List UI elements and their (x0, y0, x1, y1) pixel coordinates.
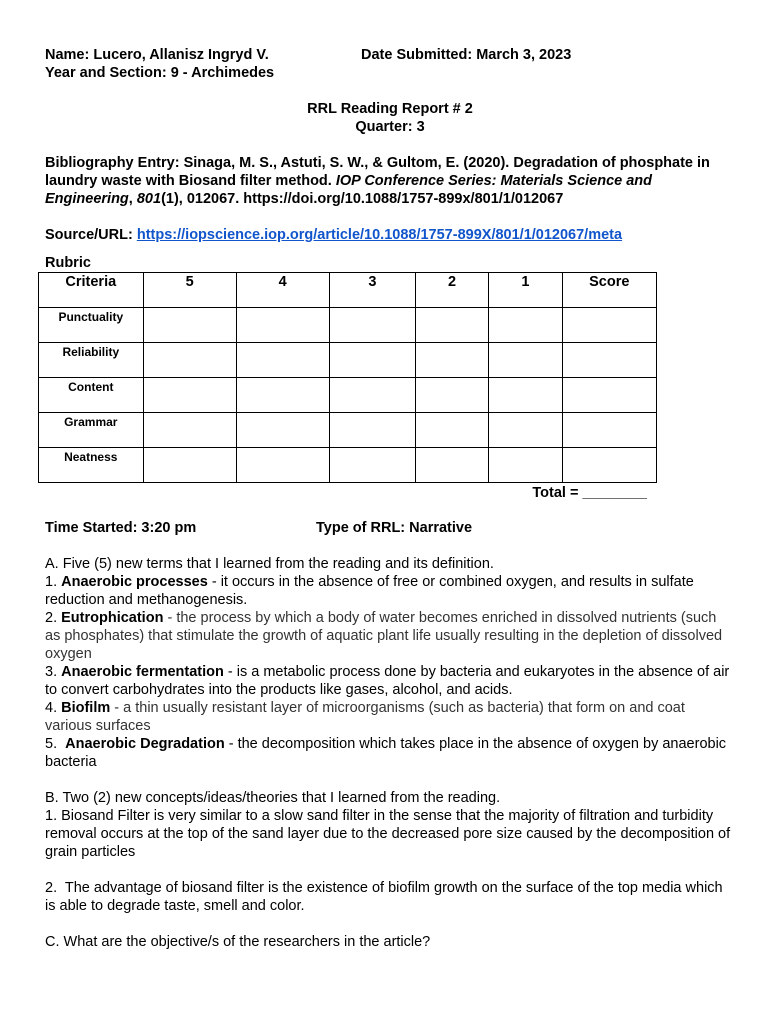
source-link[interactable]: https://iopscience.iop.org/article/10.1088/1757-899X/801/1/012067/meta (136, 227, 623, 243)
rubric-header-row (39, 273, 657, 308)
score-cell (329, 378, 415, 413)
score-cell (329, 343, 415, 378)
score-cell (236, 378, 329, 413)
table-row (39, 378, 657, 413)
bibliography-sep: , (128, 191, 137, 207)
source-label: Source/URL: (45, 227, 137, 243)
section-a-heading: A. Five (5) new terms that I learned from the reading and its definition. (45, 556, 494, 572)
list-item (45, 735, 735, 771)
bibliography-volume: 801 (136, 191, 162, 207)
score-cell (143, 413, 236, 448)
score-cell (415, 308, 488, 343)
rubric-total: Total = ________ (532, 485, 647, 501)
rubric-table (38, 272, 657, 483)
score-cell (236, 308, 329, 343)
header-score: Score (562, 273, 656, 308)
score-cell (415, 378, 488, 413)
score-cell (562, 413, 656, 448)
term-definition: - is a metabolic process done by bacteria and eukaryotes in the absence of air to convert carbohydrates into the products like gases, alcohol, and acids. (45, 664, 730, 698)
score-cell (143, 378, 236, 413)
bibliography-rest: (1), 012067. https://doi.org/10.1088/1757-899x/801/1/012067 (161, 191, 564, 207)
score-cell (415, 448, 488, 483)
term-number: 5. (45, 736, 66, 752)
term-name: Anaerobic processes (61, 574, 208, 590)
score-cell (489, 308, 562, 343)
table-row (39, 413, 657, 448)
score-cell (236, 448, 329, 483)
score-cell (489, 448, 562, 483)
header-2: 2 (415, 273, 488, 308)
term-number: 4. (45, 700, 62, 716)
term-definition: - it occurs in the absence of free or combined oxygen, and results in sulfate reduction and methanogenesis. (45, 574, 694, 608)
student-name: Name: Lucero, Allanisz Ingryd V. (45, 47, 269, 63)
score-cell (329, 308, 415, 343)
header-3: 3 (329, 273, 415, 308)
section-c-heading: C. What are the objective/s of the researchers in the article? (45, 934, 431, 950)
list-item (45, 663, 735, 699)
score-cell (329, 448, 415, 483)
bibliography-entry (45, 154, 735, 208)
term-name: Anaerobic fermentation (61, 664, 224, 680)
date-submitted: Date Submitted: March 3, 2023 (361, 47, 572, 63)
criteria-punctuality: Punctuality (39, 308, 144, 343)
score-cell (562, 343, 656, 378)
score-cell (236, 413, 329, 448)
score-cell (562, 378, 656, 413)
score-cell (415, 343, 488, 378)
table-row (39, 343, 657, 378)
score-cell (143, 448, 236, 483)
term-definition: - the process by which a body of water becomes enriched in dissolved nutrients (such as phosphates) that stimulate the growth of aquatic plant life usually resulting in the depletion of dissolved oxygen (45, 610, 723, 662)
bibliography-text: Bibliography Entry: Sinaga, M. S., Astuti, S. W., & Gultom, E. (2020). Degradation of phosphate in laundry waste with Biosand filter method. (45, 155, 710, 189)
score-cell (562, 448, 656, 483)
source-url (45, 226, 735, 244)
header-row (45, 46, 735, 64)
term-name: Anaerobic Degradation (65, 736, 225, 752)
score-cell (489, 343, 562, 378)
header-1: 1 (489, 273, 562, 308)
document-page (45, 46, 735, 951)
list-item (45, 573, 735, 609)
meta-row (45, 519, 735, 537)
year-section: Year and Section: 9 - Archimedes (45, 65, 275, 81)
list-item: 2. The advantage of biosand filter is the existence of biofilm growth on the surface of the top media which is able to degrade taste, smell and color. (45, 880, 727, 914)
report-title: RRL Reading Report # 2 (307, 101, 473, 117)
score-cell (489, 378, 562, 413)
criteria-content: Content (39, 378, 144, 413)
score-cell (489, 413, 562, 448)
list-item: 1. Biosand Filter is very similar to a slow sand filter in the sense that the majority of filtration and turbidity removal occurs at the top of the sand layer due to the decreased pore size caused by the decomposition of grain particles (45, 808, 731, 860)
term-number: 3. (45, 664, 62, 680)
header-5: 5 (143, 273, 236, 308)
header-criteria: Criteria (39, 273, 144, 308)
term-number: 1. (45, 574, 62, 590)
term-definition: - the decomposition which takes place in the absence of oxygen by anaerobic bacteria (45, 736, 727, 770)
score-cell (236, 343, 329, 378)
term-name: Biofilm (61, 700, 111, 716)
criteria-reliability: Reliability (39, 343, 144, 378)
rubric-title: Rubric (45, 255, 91, 271)
type-of-rrl: Type of RRL: Narrative (316, 520, 473, 536)
bibliography-journal: IOP Conference Series: Materials Science and Engineering (45, 173, 653, 207)
criteria-grammar: Grammar (39, 413, 144, 448)
score-cell (415, 413, 488, 448)
term-name: Eutrophication (61, 610, 164, 626)
table-row (39, 308, 657, 343)
score-cell (562, 308, 656, 343)
score-cell (143, 343, 236, 378)
section-b-heading: B. Two (2) new concepts/ideas/theories that I learned from the reading. (45, 790, 501, 806)
term-definition: - a thin usually resistant layer of microorganisms (such as bacteria) that form on and coat various surfaces (45, 700, 685, 734)
time-started: Time Started: 3:20 pm (45, 520, 197, 536)
score-cell (143, 308, 236, 343)
list-item (45, 699, 735, 735)
criteria-neatness: Neatness (39, 448, 144, 483)
list-item (45, 609, 735, 663)
term-number: 2. (45, 610, 62, 626)
header-4: 4 (236, 273, 329, 308)
table-row (39, 448, 657, 483)
quarter: Quarter: 3 (355, 119, 425, 135)
score-cell (329, 413, 415, 448)
